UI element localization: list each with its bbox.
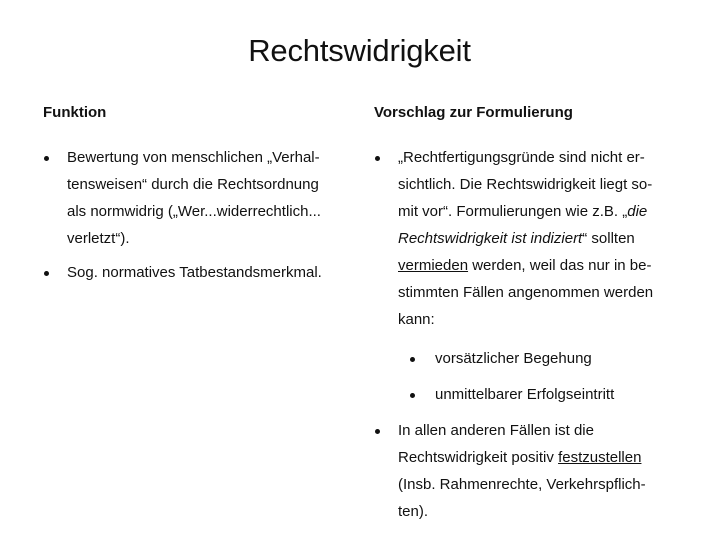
text-line: kann: <box>398 311 435 328</box>
text-line: Rechtswidrigkeit positiv <box>398 449 559 466</box>
bullet-dot-icon <box>410 393 415 398</box>
italic-text: die <box>627 203 648 220</box>
text-line: Sog. normatives Tatbestandsmerkmal. <box>67 264 322 281</box>
right-bullet-list <box>374 144 694 525</box>
list-item <box>43 144 353 252</box>
text-line: “ sollten <box>582 230 635 247</box>
left-column <box>43 104 353 293</box>
list-item <box>43 259 353 286</box>
bullet-dot-icon <box>375 429 380 434</box>
text-line: stimmten Fällen angenommen werden <box>398 284 654 301</box>
sub-bullet-list <box>398 345 694 408</box>
text-line: tensweisen“ durch die Rechtsordnung <box>67 176 319 193</box>
text-line: ten). <box>398 503 429 520</box>
right-column-heading: Vorschlag zur Formulierung <box>374 104 573 121</box>
sub-list-item <box>404 345 694 372</box>
text-line: vorsätzlicher Begehung <box>435 350 592 367</box>
bullet-dot-icon <box>44 156 49 161</box>
text-line: (Insb. Rahmenrechte, Verkehrspflich- <box>398 476 646 493</box>
text-line: „Rechtfertigungsgründe sind nicht er- <box>398 149 645 166</box>
left-bullet-list <box>43 144 353 286</box>
sub-list-item <box>404 381 694 408</box>
left-column-heading: Funktion <box>43 104 107 121</box>
text-line: unmittelbarer Erfolgseintritt <box>435 386 615 403</box>
text-line: werden, weil das nur in be- <box>468 257 652 274</box>
slide-title: Rechtswidrigkeit <box>248 33 471 68</box>
list-item <box>374 417 694 525</box>
italic-text: Rechtswidrigkeit ist indiziert <box>398 230 583 247</box>
list-item <box>374 144 694 408</box>
text-line: verletzt“). <box>67 230 130 247</box>
text-line: In allen anderen Fällen ist die <box>398 422 594 439</box>
bullet-dot-icon <box>375 156 380 161</box>
underlined-text: vermieden <box>398 257 469 274</box>
bullet-dot-icon <box>410 357 415 362</box>
text-line: mit vor“. Formulierungen wie z.B. „ <box>398 203 628 220</box>
text-line: als normwidrig („Wer...widerrechtlich... <box>67 203 321 220</box>
right-column <box>374 104 694 532</box>
bullet-dot-icon <box>44 271 49 276</box>
text-line: sichtlich. Die Rechtswidrigkeit liegt so- <box>398 176 653 193</box>
underlined-text: festzustellen <box>558 449 642 466</box>
text-line: Bewertung von menschlichen „Verhal- <box>67 149 320 166</box>
